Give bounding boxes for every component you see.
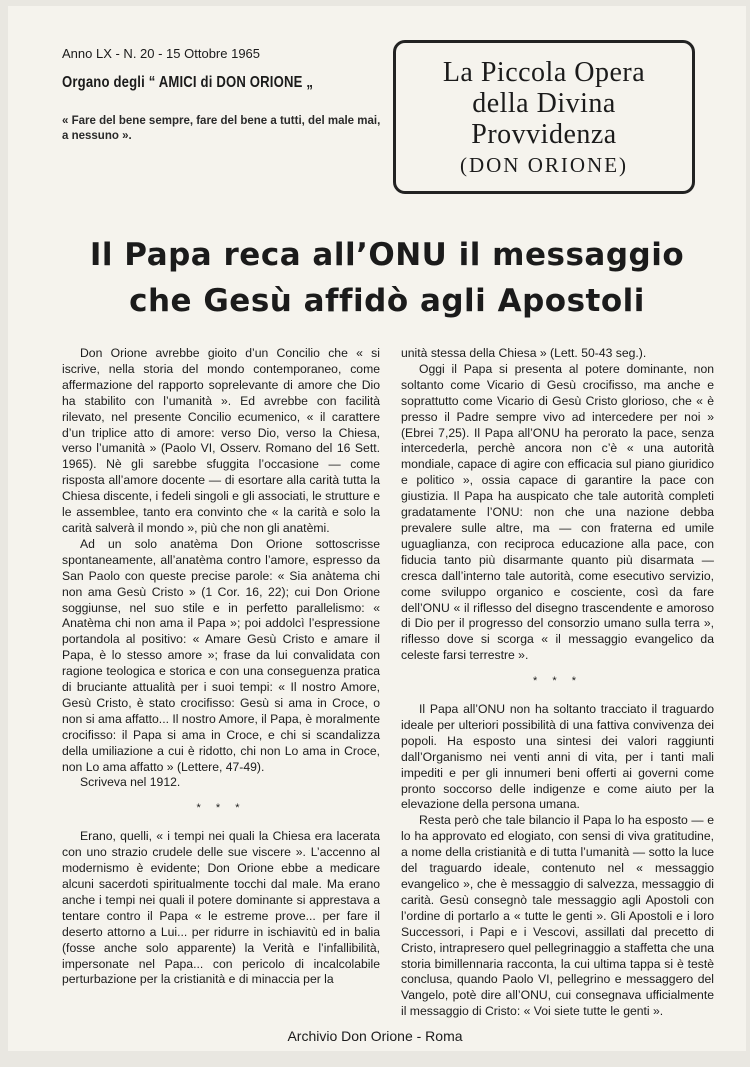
left-column [62, 346, 380, 988]
paragraph: Don Orione avrebbe gioito d’un Concilio che « si iscrive, nella storia del mondo contemporaneo, come affermazione del rapporto soprelevante di amore che Dio ha stabilito con l’umanità ». Ed avrebbe con facilità rilevato, nel presente Concilio ecumenico, « il carattere d’un triplice atto di amore: verso Dio, verso la Chiesa, verso l’umanità » (Paolo VI, Osserv. Romano del 16 Sett. 1965). Nè gli sarebbe sfuggita l’occasione — come risposta all’amore docente — di esortare alla carità tutta la Chiesa discente, i fedeli singoli e gli associati, le strutture e le assemblee, tanto era convinto che « la carità e solo la carità salverà il mondo », più che non gli anatèmi. [62, 346, 380, 535]
headline-line: Il Papa reca all’ONU il messaggio [89, 237, 685, 273]
headline [62, 232, 712, 324]
masthead-line: Provvidenza [471, 119, 617, 150]
organo-line: Organo degli “ AMICI di DON ORIONE „ [62, 74, 314, 91]
paragraph: Scriveva nel 1912. [80, 775, 181, 790]
masthead-line: della Divina [472, 88, 616, 119]
masthead-subtitle: (DON ORIONE) [459, 153, 629, 177]
paragraph: Il Papa all’ONU non ha soltanto tracciato il traguardo ideale per ulteriori possibilità di una fattiva convivenza dei popoli. Ha esposto una sintesi dei valori raggiunti dall’Organismo nei venti anni di vita, per i tanti mali impediti e per gli innumeri beni offerti ai governi come pronto soccorso delle indigenze e come aiuto per la elevazione della persona umana. [401, 702, 714, 812]
masthead-line: La Piccola Opera [442, 57, 646, 88]
headline-line: che Gesù affidò agli Apostoli [129, 283, 645, 319]
paragraph: Resta però che tale bilancio il Papa lo ha esposto — e lo ha approvato ed elogiato, con sensi di viva gratitudine, a nome della cristianità e di tutta l’umanità — sotto la luce del traguardo ideale, contenuto nel « messaggio evangelico », che è messaggio di salvezza, messaggio di carità. Gesù consegnò tale messaggio agli Apostoli con l’ordine di portarlo a « tutte le genti ». Gli Apostoli e i loro Successori, i Papi e i Vescovi, assillati dal precetto di Cristo, intrapresero quel pellegrinaggio a staffetta che una storia bimillennaria racconta, la cui ultima tappa si è testè conclusa, quando Paolo VI, pellegrino e messaggero del Vangelo, potè dire all’ONU, cui consegnava ufficialmente il messaggio di Cristo: « Voi siete tutte le genti ». [401, 813, 714, 1019]
section-separator: * * * [533, 675, 582, 688]
archive-footer: Archivio Don Orione - Roma [287, 1028, 463, 1044]
section-separator: * * * [196, 802, 246, 815]
header-left [62, 46, 382, 144]
page [8, 6, 746, 1051]
issue-line: Anno LX - N. 20 - 15 Ottobre 1965 [62, 46, 261, 61]
paragraph: Oggi il Papa si presenta al potere dominante, non soltanto come Vicario di Gesù crocifisso, ma anche e soprattutto come Vicario di Gesù Cristo glorioso, che « è presso il Padre sempre vivo ad intercedere per noi » (Ebrei 7,25). Il Papa all’ONU ha perorato la pace, senza intercederla, perchè ancora non c’è « una autorità mondiale, capace di agire con efficacia sul piano giuridico e politico », ossia capace di garantire la pace con giustizia. Il Papa ha auspicato che tale autorità completi gradatamente l’ONU: non che una nazione debba prevalere sulle altre, ma — con fraterna ed umile uguaglianza, con reciproca educazione alla pace, con fiducia tanto più disarmante quanto più disarmata — cresca dall’interno tale autorità, come esecutivo servizio, come sviluppo organico e cosciente, così da fare dell’ONU « il riflesso del disegno trascendente e amoroso di Dio per il progresso del consorzio umano sulla terra », riflesso dove si scorga « il messaggio evangelico da celeste farsi terrestre ». [401, 361, 714, 663]
paragraph: unità stessa della Chiesa » (Lett. 50-43 seg.). [401, 346, 647, 360]
right-column [401, 346, 714, 1020]
paragraph: Ad un solo anatèma Don Orione sottoscrisse spontaneamente, all’anatèma contro l’amore, espresso da San Paolo con queste precise parole: « Sia anàtema chi non ama Gesù Cristo » (1 Cor. 16, 22); cui Don Orione soggiunse, nel suo stile e in perfetto parallelismo: « Anatèma chi non ama il Papa »; poi addolcì l’espressione portandola al positivo: « Amare Gesù Cristo e amare il Papa, è lo stesso amore »; frase da lui convalidata con ragione teologica e storica e con una conseguenza pratica di bruciante attualità per i suoi tempi: « Il nostro Amore, Gesù Cristo, è stato crocifisso: Gesù si ama in Croce, o non si ama affatto... Il nostro Amore, il Papa, è moralmente crocifisso: il Papa si ama in Croce, e chi si scandalizza della umiliazione a cui è ridotto, chi non Lo ama in Croce, non Lo ama affatto » (Lettere, 47-49). [62, 536, 380, 774]
masthead-box [393, 40, 695, 194]
paragraph: Erano, quelli, « i tempi nei quali la Chiesa era lacerata con uno strazio crudele delle sue viscere ». L’accenno al modernismo è evidente; Don Orione ebbe a medicare alcuni sacerdoti spiritualmente tocchi dal male. Ma erano anche i tempi nei quali il potere dominante si apprestava a tentare contro il Papa « le estreme prove... per fare il deserto attorno a Lui... per ridurre in ischiavitù ed in balia (fosse anche solo apparente) la Verità e l’infallibilità, impersonate nel Papa... con pericolo di incalcolabile perturbazione per la cristianità e di minaccia per la [62, 829, 380, 987]
motto: « Fare del bene sempre, fare del bene a tutti, del male mai, a nessuno ». [62, 115, 381, 142]
